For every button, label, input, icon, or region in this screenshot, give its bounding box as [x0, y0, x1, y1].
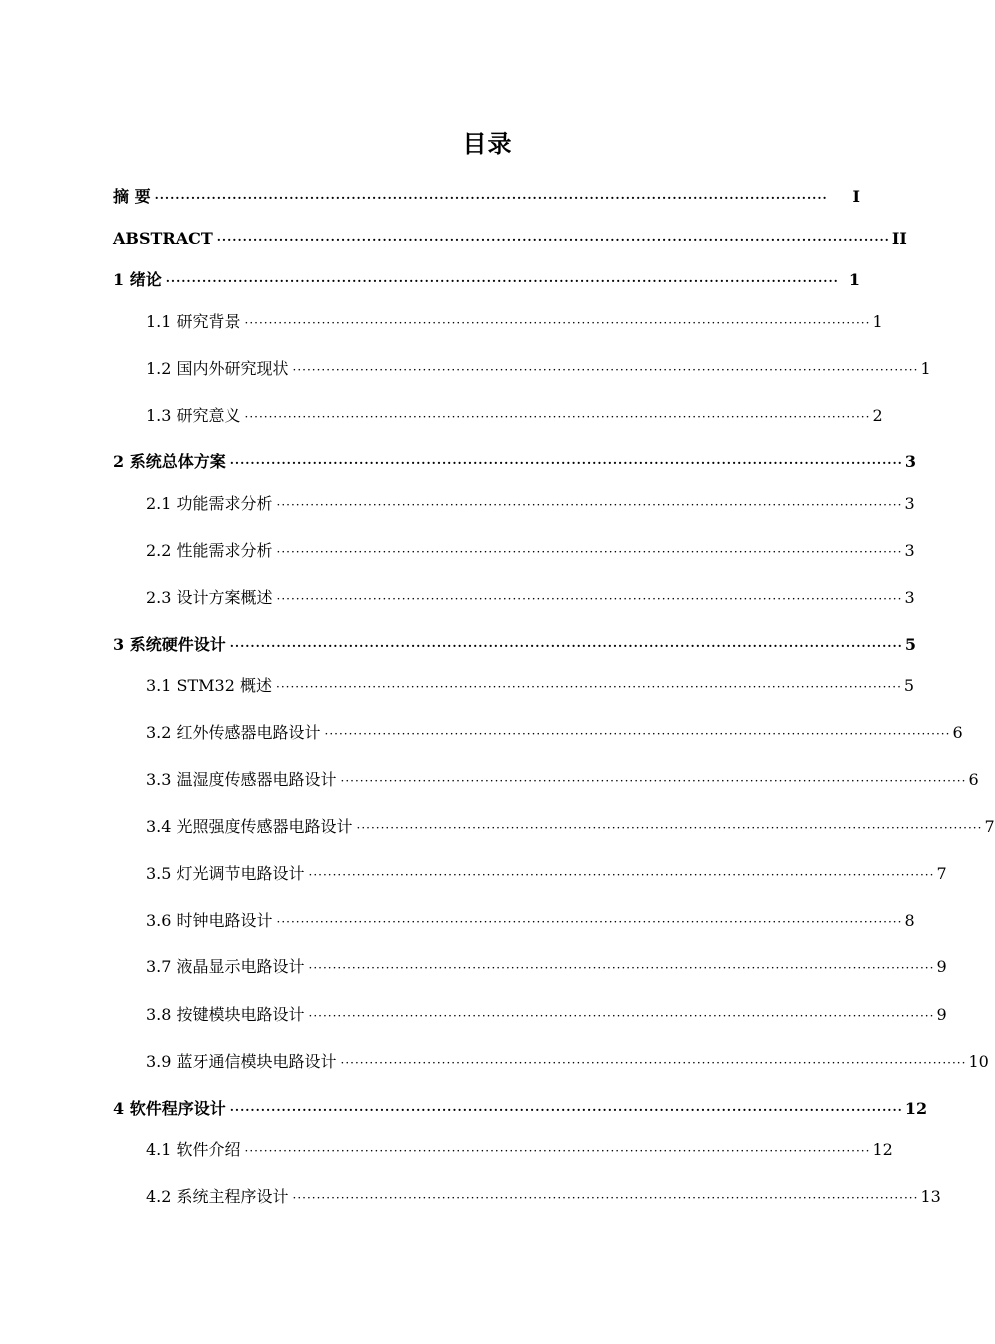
toc-dot-leader: ··································································································································: [229, 639, 903, 653]
toc-dot-leader: ··································································································································: [324, 727, 951, 741]
toc-dot-leader: ··································································································································: [276, 498, 903, 512]
toc-entry-page: 6: [968, 770, 979, 789]
toc-entry-2-1[interactable]: [146, 491, 915, 517]
toc-entry-chapter-4[interactable]: [113, 1096, 928, 1122]
toc-entry-label: 3.4 光照强度传感器电路设计: [146, 817, 353, 836]
toc-entry-page: 1: [872, 312, 883, 331]
toc-entry-chapter-2[interactable]: [113, 449, 916, 475]
toc-entry-label: 2 系统总体方案: [113, 452, 226, 471]
toc-entry-page: 12: [872, 1140, 893, 1159]
toc-entry-2-3[interactable]: [146, 585, 915, 611]
toc-entry-label: 3.8 按键模块电路设计: [146, 1005, 305, 1024]
toc-entry-page: 3: [904, 541, 915, 560]
toc-dot-leader: ··································································································································: [244, 1144, 871, 1158]
toc-dot-leader: ··································································································································: [356, 821, 983, 835]
toc-entry-page: 3: [904, 588, 915, 607]
toc-entry-page: 3: [904, 452, 916, 471]
toc-entry-label: 3.5 灯光调节电路设计: [146, 864, 305, 883]
toc-dot-leader: ··································································································································: [229, 1103, 903, 1117]
toc-dot-leader: ··································································································································: [292, 1191, 919, 1205]
toc-dot-leader: ··································································································································: [154, 191, 828, 205]
toc-dot-leader: ··································································································································: [308, 1009, 935, 1023]
toc-entry-page: 5: [903, 676, 915, 695]
toc-entry-1-1[interactable]: [146, 309, 883, 335]
toc-entry-page: 8: [904, 911, 915, 930]
toc-entry-3-3[interactable]: [146, 767, 979, 793]
toc-entry-label: 2.2 性能需求分析: [146, 541, 273, 560]
toc-dot-leader: ··································································································································: [340, 774, 967, 788]
toc-dot-leader: ··································································································································: [308, 868, 935, 882]
toc-entry-label: 4.1 软件介绍: [146, 1140, 241, 1159]
toc-entry-page: 6: [952, 723, 963, 742]
toc-entry-label: 3.2 红外传感器电路设计: [146, 723, 321, 742]
toc-entry-3-6[interactable]: [146, 908, 915, 934]
toc-entry-label: 3.1 STM32 概述: [146, 676, 272, 695]
toc-dot-leader: ··································································································································: [276, 915, 903, 929]
toc-entry-4-1[interactable]: [146, 1137, 893, 1163]
toc-entry-abstract-cn[interactable]: [113, 184, 860, 210]
toc-entry-label: 2.3 设计方案概述: [146, 588, 273, 607]
toc-entry-page: 2: [872, 406, 883, 425]
toc-entry-page: 13: [920, 1187, 941, 1206]
toc-dot-leader: ··································································································································: [292, 363, 919, 377]
toc-dot-leader: ··································································································································: [276, 545, 903, 559]
toc-dot-leader: ··································································································································: [229, 456, 903, 470]
toc-entry-abstract-en[interactable]: [113, 226, 907, 252]
toc-entry-page: 10: [968, 1052, 989, 1071]
toc-entry-label: ABSTRACT: [113, 229, 213, 248]
toc-entry-3-1[interactable]: [146, 673, 915, 699]
toc-entry-label: 1.3 研究意义: [146, 406, 241, 425]
toc-entry-label: 3.7 液晶显示电路设计: [146, 957, 305, 976]
toc-entry-2-2[interactable]: [146, 538, 915, 564]
toc-entry-label: 摘 要: [113, 187, 151, 206]
toc-entry-chapter-1[interactable]: [113, 267, 860, 293]
toc-entry-label: 3.3 温湿度传感器电路设计: [146, 770, 337, 789]
toc-entry-chapter-3[interactable]: [113, 632, 916, 658]
toc-entry-3-4[interactable]: [146, 814, 995, 840]
toc-entry-page: I: [852, 187, 860, 206]
toc-entry-page: 9: [936, 957, 947, 976]
toc-entry-1-3[interactable]: [146, 403, 883, 429]
toc-dot-leader: ··································································································································: [165, 274, 839, 288]
toc-entry-page: 9: [936, 1005, 947, 1024]
toc-entry-page: 7: [936, 864, 947, 883]
toc-entry-4-2[interactable]: [146, 1184, 941, 1210]
toc-dot-leader: ··································································································································: [276, 592, 903, 606]
toc-entry-page: 5: [904, 635, 916, 654]
toc-entry-3-7[interactable]: [146, 954, 947, 980]
toc-entry-label: 3.6 时钟电路设计: [146, 911, 273, 930]
toc-entry-label: 3 系统硬件设计: [113, 635, 226, 654]
toc-entry-label: 1 绪论: [113, 270, 162, 289]
toc-entry-1-2[interactable]: [146, 356, 931, 382]
toc-entry-label: 1.2 国内外研究现状: [146, 359, 289, 378]
toc-entry-3-5[interactable]: [146, 861, 947, 887]
toc-dot-leader: ··································································································································: [340, 1056, 967, 1070]
toc-dot-leader: ··································································································································: [244, 316, 871, 330]
toc-dot-leader: ··································································································································: [308, 961, 935, 975]
toc-entry-label: 3.9 蓝牙通信模块电路设计: [146, 1052, 337, 1071]
toc-entry-3-8[interactable]: [146, 1002, 947, 1028]
toc-entry-page: 1: [920, 359, 931, 378]
toc-entry-label: 1.1 研究背景: [146, 312, 241, 331]
toc-entry-page: 3: [904, 494, 915, 513]
toc-entry-label: 2.1 功能需求分析: [146, 494, 273, 513]
toc-dot-leader: ··································································································································: [276, 680, 902, 694]
toc-entry-3-9[interactable]: [146, 1049, 989, 1075]
toc-title: 目录: [462, 130, 513, 158]
toc-dot-leader: ··································································································································: [244, 410, 871, 424]
toc-entry-3-2[interactable]: [146, 720, 963, 746]
toc-entry-page: 7: [984, 817, 995, 836]
toc-entry-label: 4.2 系统主程序设计: [146, 1187, 289, 1206]
toc-entry-page: 12: [904, 1099, 928, 1118]
toc-entry-label: 4 软件程序设计: [113, 1099, 226, 1118]
toc-dot-leader: ··································································································································: [216, 233, 890, 247]
toc-entry-page: 1: [848, 270, 860, 289]
toc-entry-page: II: [891, 229, 907, 248]
